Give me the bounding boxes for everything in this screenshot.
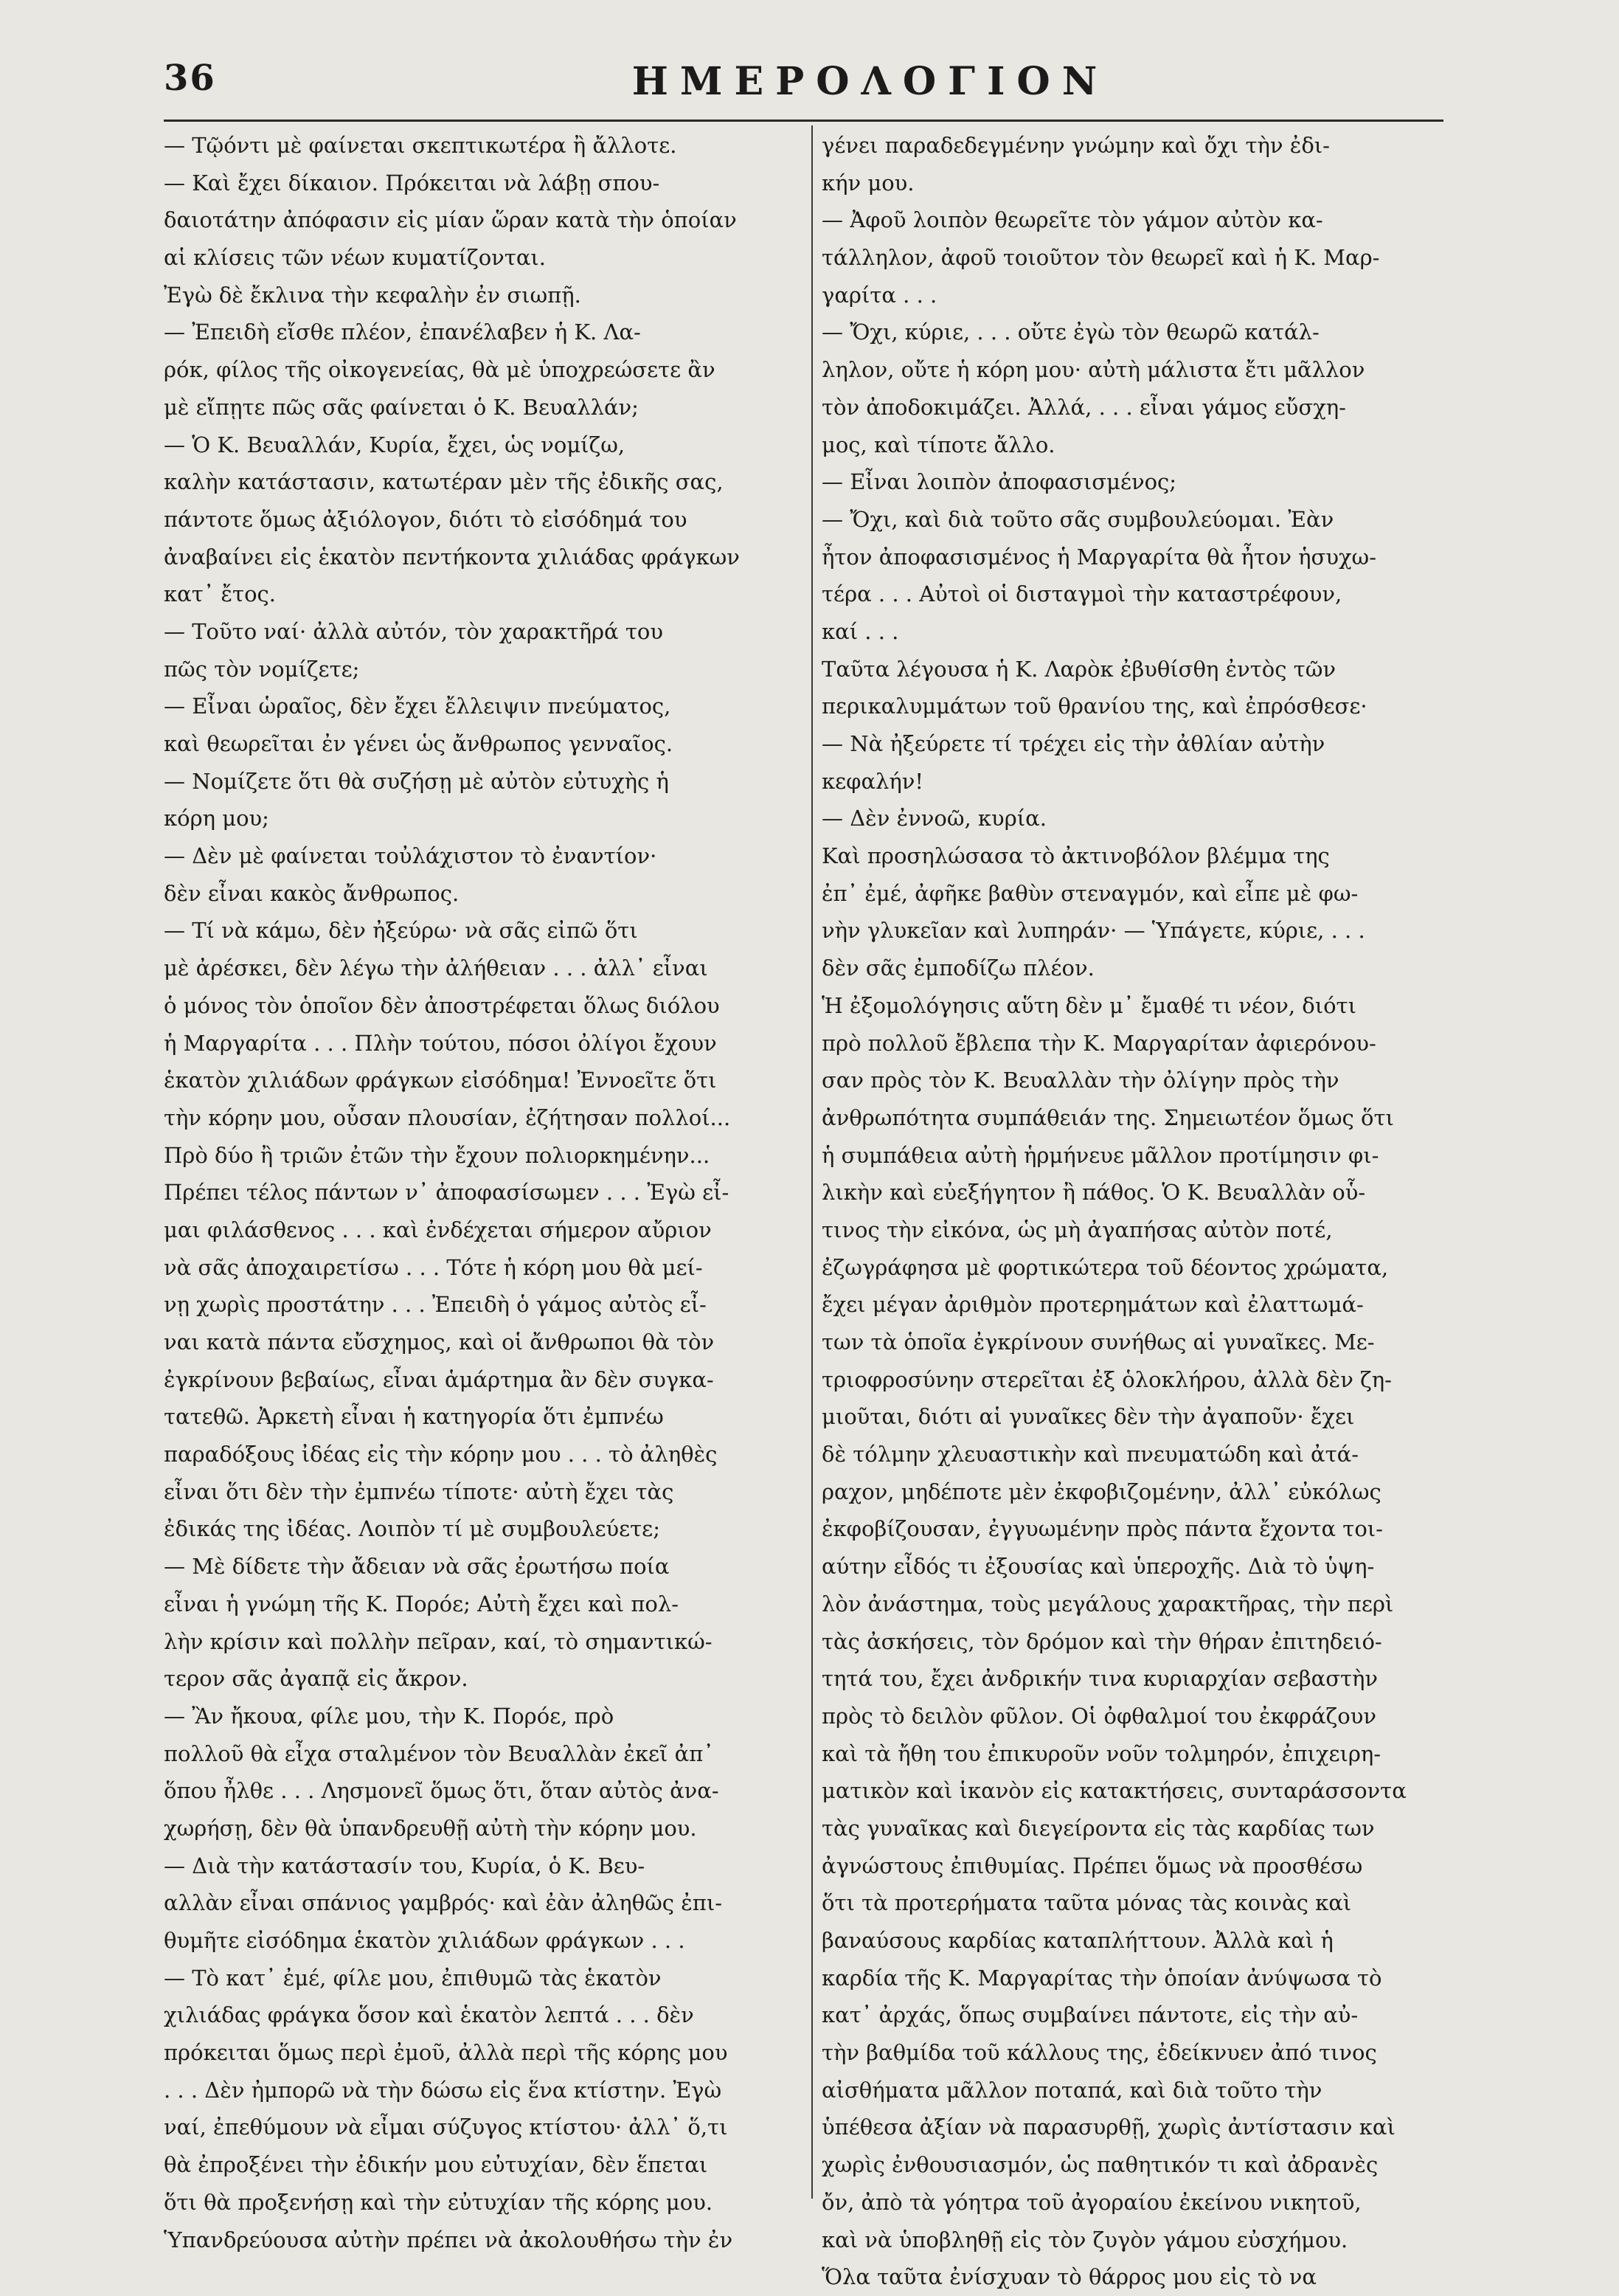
right-column-line: μος, καὶ τίποτε ἄλλο. bbox=[822, 432, 1055, 457]
right-column-line: νὴν γλυκεῖαν καὶ λυπηράν· — Ὑπάγετε, κύριε, . . . bbox=[822, 918, 1365, 944]
left-column-line: δαιοτάτην ἀπόφασιν εἰς μίαν ὥραν κατὰ τὴν ὁποίαν bbox=[164, 207, 737, 233]
right-column-line: ἀγνώστους ἐπιθυμίας. Πρέπει ὅμως νὰ προσθέσω bbox=[822, 1853, 1363, 1878]
right-column-line: κατ᾽ ἀρχάς, ὅπως συμβαίνει πάντοτε, εἰς τὴν αὐ- bbox=[822, 2002, 1359, 2028]
left-column-line: πῶς τὸν νομίζετε; bbox=[164, 656, 360, 682]
left-column-line: κόρη μου; bbox=[164, 806, 269, 831]
right-column-line: τὰς ἀσκήσεις, τὸν δρόμον καὶ τὴν θήραν ἐπιτηδειό- bbox=[822, 1628, 1382, 1654]
left-column-line: ἡ Μαργαρίτα . . . Πλὴν τούτου, πόσοι ὀλίγοι ἔχουν bbox=[164, 1030, 717, 1056]
right-column-line: κεφαλήν! bbox=[822, 768, 924, 794]
right-column-line: σαν πρὸς τὸν Κ. Βευαλλὰν τὴν ὀλίγην πρὸς τὴν bbox=[822, 1068, 1339, 1093]
left-column-line: ὅτι θὰ προξενήσῃ καὶ τὴν εὐτυχίαν τῆς κόρης μου. bbox=[164, 2189, 713, 2215]
right-column-line: ὅτι τὰ προτερήματα ταῦτα μόνας τὰς κοινὰς καὶ bbox=[822, 1890, 1352, 1916]
right-column-line: — Δὲν ἐννοῶ, κυρία. bbox=[822, 806, 1047, 831]
right-column-line: τὴν βαθμίδα τοῦ κάλλους της, ἐδείκνυεν ἀπό τινος bbox=[822, 2040, 1377, 2066]
right-column-line: Καὶ προσηλώσασα τὸ ἀκτινοβόλον βλέμμα της bbox=[822, 843, 1330, 869]
left-column-line: θυμῆτε εἰσόδημα ἑκατὸν χιλιάδων φράγκων . . . bbox=[164, 1928, 685, 1953]
right-column-line: δὲ τόλμην χλευαστικὴν καὶ πνευματώδη καὶ ἀτά- bbox=[822, 1442, 1359, 1467]
left-column-line: νὰ σᾶς ἀποχαιρετίσω . . . Τότε ἡ κόρη μου θὰ μεί- bbox=[164, 1254, 703, 1280]
left-column-line: πολλοῦ θὰ εἶχα σταλμένον τὸν Βευαλλὰν ἐκεῖ ἀπ᾽ bbox=[164, 1740, 714, 1766]
left-column-line: εἶναι ὅτι δὲν τὴν ἐμπνέω τίποτε· αὐτὴ ἔχει τὰς bbox=[164, 1479, 674, 1504]
right-column-line: ἐπ᾽ ἐμέ, ἀφῆκε βαθὺν στεναγμόν, καὶ εἶπε μὲ φω- bbox=[822, 880, 1359, 906]
right-column-line: Ἡ ἐξομολόγησις αὕτη δὲν μ᾽ ἔμαθέ τι νέον, διότι bbox=[822, 992, 1356, 1018]
left-column-line: — Μὲ δίδετε τὴν ἄδειαν νὰ σᾶς ἐρωτήσω ποία bbox=[164, 1554, 670, 1580]
right-column-line: τινος τὴν εἰκόνα, ὡς μὴ ἀγαπήσας αὐτὸν ποτέ, bbox=[822, 1217, 1333, 1242]
left-column-line: — Νομίζετε ὅτι θὰ συζήσῃ μὲ αὐτὸν εὐτυχὴς ἡ bbox=[164, 768, 669, 794]
right-column-line: ἡ συμπάθεια αὐτὴ ἡρμήνευε μᾶλλον προτίμησιν φι- bbox=[822, 1142, 1379, 1168]
left-column-line: ἑκατὸν χιλιάδων φράγκων εἰσόδημα! Ἐννοεῖτε ὅτι bbox=[164, 1068, 717, 1093]
right-column-line: των τὰ ὁποῖα ἐγκρίνουν συνήθως αἱ γυναῖκες. Με- bbox=[822, 1329, 1375, 1355]
page-number: 36 bbox=[164, 58, 216, 99]
right-column-line: αἰσθήματα μᾶλλον ποταπά, καὶ διὰ τοῦτο τὴν bbox=[822, 2077, 1322, 2103]
left-column-line: πάντοτε ὅμως ἀξιόλογον, διότι τὸ εἰσόδημά του bbox=[164, 506, 687, 532]
right-column-line: ὄν, ἀπὸ τὰ γόητρα τοῦ ἀγοραίου ἐκείνου νικητοῦ, bbox=[822, 2189, 1362, 2215]
right-column-line: δὲν σᾶς ἐμποδίζω πλέον. bbox=[822, 955, 1095, 981]
right-column-line: μιοῦται, διότι αἱ γυναῖκες δὲν τὴν ἀγαποῦν· ἔχει bbox=[822, 1404, 1355, 1430]
left-column-line: Ὑπανδρεύουσα αὐτὴν πρέπει νὰ ἀκολουθήσω τὴν ἐν bbox=[164, 2227, 733, 2252]
right-column-line: καὶ τὰ ἤθη του ἐπικυροῦν νοῦν τολμηρόν, ἐπιχειρη- bbox=[822, 1740, 1381, 1766]
left-column-line: — Δὲν μὲ φαίνεται τοὐλάχιστον τὸ ἐναντίον· bbox=[164, 843, 657, 869]
right-column-line: ἦτον ἀποφασισμένος ἡ Μαργαρίτα θὰ ἦτον ἡσυχω- bbox=[822, 544, 1377, 570]
right-column-line: — Εἶναι λοιπὸν ἀποφασισμένος; bbox=[822, 469, 1177, 495]
left-column-line: Πρὸ δύο ἢ τριῶν ἐτῶν τὴν ἔχουν πολιορκημένην... bbox=[164, 1142, 710, 1168]
left-column-line: χωρήσῃ, δὲν θὰ ὑπανδρευθῇ αὐτὴ τὴν κόρην μου. bbox=[164, 1815, 697, 1841]
right-column-line: λὸν ἀνάστημα, τοὺς μεγάλους χαρακτῆρας, τὴν περὶ bbox=[822, 1591, 1394, 1616]
left-column-line: κατ᾽ ἔτος. bbox=[164, 581, 276, 607]
right-column-line: καὶ νὰ ὑποβληθῇ εἰς τὸν ζυγὸν γάμου εὐσχήμου. bbox=[822, 2227, 1348, 2252]
left-column-line: ὁ μόνος τὸν ὁποῖον δὲν ἀποστρέφεται ὅλως διόλου bbox=[164, 992, 720, 1018]
left-column-line: ἐδικάς της ἰδέας. Λοιπὸν τί μὲ συμβουλεύετε; bbox=[164, 1516, 660, 1542]
left-column-line: — Ἂν ἤκουα, φίλε μου, τὴν Κ. Πορόε, πρὸ bbox=[164, 1703, 614, 1729]
left-column-line: τατεθῶ. Ἀρκετὴ εἶναι ἡ κατηγορία ὅτι ἐμπνέω bbox=[164, 1404, 664, 1430]
right-column-line: ματικὸν καὶ ἱκανὸν εἰς κατακτήσεις, συνταράσσοντα bbox=[822, 1778, 1407, 1804]
right-column-line: περικαλυμμάτων τοῦ θρανίου της, καὶ ἐπρόσθεσε· bbox=[822, 694, 1367, 719]
column-divider bbox=[811, 125, 813, 2199]
right-column-line: — Ὄχι, κύριε, . . . οὔτε ἐγὼ τὸν θεωρῶ κατάλ- bbox=[822, 319, 1320, 345]
left-column-line: νῃ χωρὶς προστάτην . . . Ἐπειδὴ ὁ γάμος αὐτὸς εἶ- bbox=[164, 1292, 707, 1318]
right-column-line: ληλον, οὔτε ἡ κόρη μου· αὐτὴ μάλιστα ἔτι μᾶλλον bbox=[822, 357, 1365, 383]
right-column-line: καρδία τῆς Κ. Μαργαρίτας τὴν ὁποίαν ἀνύψωσα τὸ bbox=[822, 1965, 1382, 1991]
right-column-line: τέρα . . . Αὐτοὶ οἱ δισταγμοὶ τὴν καταστρέφουν, bbox=[822, 581, 1342, 607]
left-column-line: — Τῷόντι μὲ φαίνεται σκεπτικωτέρα ἢ ἄλλοτε. bbox=[164, 133, 677, 158]
left-column-line: χιλιάδας φράγκα ὅσον καὶ ἑκατὸν λεπτά . . . δὲν bbox=[164, 2002, 694, 2028]
left-column-line: αλλὰν εἶναι σπάνιος γαμβρός· καὶ ἐὰν ἀληθῶς ἐπι- bbox=[164, 1890, 723, 1916]
left-column-line: ρόκ, φίλος τῆς οἰκογενείας, θὰ μὲ ὑποχρεώσετε ἂν bbox=[164, 357, 715, 383]
left-column-line: Πρέπει τέλος πάντων ν᾽ ἀποφασίσωμεν . . . Ἐγὼ εἶ- bbox=[164, 1180, 729, 1206]
right-column-line: πρὸς τὸ δειλὸν φῦλον. Οἱ ὀφθαλμοί του ἐκφράζουν bbox=[822, 1703, 1376, 1729]
right-column-line: αύτην εἶδός τι ἐξουσίας καὶ ὑπεροχῆς. Διὰ τὸ ὑψη- bbox=[822, 1554, 1375, 1580]
right-column-line: τὰς γυναῖκας καὶ διεγείροντα εἰς τὰς καρδίας των bbox=[822, 1815, 1375, 1841]
right-column-line: καί . . . bbox=[822, 618, 899, 644]
right-column bbox=[822, 127, 1463, 2296]
right-column-line: κήν μου. bbox=[822, 170, 915, 196]
left-column-line: ἀναβαίνει εἰς ἑκατὸν πεντήκοντα χιλιάδας φράγκων bbox=[164, 544, 740, 570]
left-column-line: — Ἐπειδὴ εἴσθε πλέον, ἐπανέλαβεν ἡ Κ. Λα- bbox=[164, 319, 641, 345]
left-column-line: μὲ εἴπῃτε πῶς σᾶς φαίνεται ὁ Κ. Βευαλλάν; bbox=[164, 394, 639, 420]
left-column-line: πρόκειται ὅμως περὶ ἐμοῦ, ἀλλὰ περὶ τῆς κόρης μου bbox=[164, 2040, 728, 2066]
right-column-line: ἐζωγράφησα μὲ φορτικώτερα τοῦ δέοντος χρώματα, bbox=[822, 1254, 1389, 1280]
left-column-line: — Τοῦτο ναί· ἀλλὰ αὐτόν, τὸν χαρακτῆρά του bbox=[164, 618, 663, 644]
right-column-line: ἔχει μέγαν ἀριθμὸν προτερημάτων καὶ ἐλαττωμά- bbox=[822, 1292, 1364, 1318]
right-column-line: βαναύσους καρδίας καταπλήττουν. Ἀλλὰ καὶ ἡ bbox=[822, 1928, 1334, 1953]
left-column-line: μὲ ἀρέσκει, δὲν λέγω τὴν ἀλήθειαν . . . ἀλλ᾽ εἶναι bbox=[164, 955, 708, 981]
left-column-line: — Ὁ Κ. Βευαλλάν, Κυρία, ἔχει, ὡς νομίζω, bbox=[164, 432, 625, 457]
running-head: ΗΜΕΡΟΛΟΓΙΟΝ bbox=[631, 59, 1109, 104]
right-column-line: τάλληλον, ἀφοῦ τοιοῦτον τὸν θεωρεῖ καὶ ἡ Κ. Μαρ- bbox=[822, 245, 1380, 271]
left-column bbox=[164, 127, 805, 2258]
right-column-line: ὑπέθεσα ἀξίαν νὰ παρασυρθῇ, χωρὶς ἀντίστασιν καὶ bbox=[822, 2115, 1396, 2140]
left-column-line: δὲν εἶναι κακὸς ἄνθρωπος. bbox=[164, 880, 460, 906]
left-column-line: Ἐγὼ δὲ ἔκλινα τὴν κεφαλὴν ἐν σιωπῇ. bbox=[164, 282, 581, 308]
left-column-line: ἐγκρίνουν βεβαίως, εἶναι ἁμάρτημα ἂν δὲν συγκα- bbox=[164, 1366, 714, 1392]
right-column-line: — Νὰ ἠξεύρετε τί τρέχει εἰς τὴν ἀθλίαν αὐτὴν bbox=[822, 731, 1325, 756]
header-rule bbox=[164, 120, 1443, 122]
left-column-line: λὴν κρίσιν καὶ πολλὴν πεῖραν, καί, τὸ σημαντικώ- bbox=[164, 1628, 713, 1654]
left-column-line: . . . Δὲν ἠμπορῶ νὰ τὴν δώσω εἰς ἕνα κτίστην. Ἐγὼ bbox=[164, 2077, 722, 2103]
left-column-line: — Τὸ κατ᾽ ἐμέ, φίλε μου, ἐπιθυμῶ τὰς ἑκατὸν bbox=[164, 1965, 662, 1991]
right-column-line: τητά του, ἔχει ἀνδρικήν τινα κυριαρχίαν σεβαστὴν bbox=[822, 1666, 1379, 1692]
left-column-line: καὶ θεωρεῖται ἐν γένει ὡς ἄνθρωπος γενναῖος. bbox=[164, 731, 673, 756]
left-column-line: — Εἶναι ὡραῖος, δὲν ἔχει ἔλλειψιν πνεύματος, bbox=[164, 694, 671, 719]
right-column-line: χωρὶς ἐνθουσιασμόν, ὡς παθητικόν τι καὶ ἀδρανὲς bbox=[822, 2152, 1379, 2178]
right-column-line: γαρίτα . . . bbox=[822, 282, 937, 308]
left-column-line: καλὴν κατάστασιν, κατωτέραν μὲν τῆς ἐδικῆς σας, bbox=[164, 469, 724, 495]
left-column-line: εἶναι ἡ γνώμη τῆς Κ. Πορόε; Αὐτὴ ἔχει καὶ πολ- bbox=[164, 1591, 679, 1616]
left-column-line: θὰ ἐπροξένει τὴν ἐδικήν μου εὐτυχίαν, δὲν ἕπεται bbox=[164, 2152, 708, 2178]
right-column-line: γένει παραδεδεγμένην γνώμην καὶ ὄχι τὴν ἐδι- bbox=[822, 133, 1330, 158]
right-column-line: ἐκφοβίζουσαν, ἐγγυωμένην πρὸς πάντα ἔχοντα τοι- bbox=[822, 1516, 1383, 1542]
right-column-line: Ταῦτα λέγουσα ἡ Κ. Λαρὸκ ἐβυθίσθη ἐντὸς τῶν bbox=[822, 656, 1337, 682]
left-column-line: ναι κατὰ πάντα εὔσχημος, καὶ οἱ ἄνθρωποι θὰ τὸν bbox=[164, 1329, 715, 1355]
right-column-line: Ὅλα ταῦτα ἐνίσχυαν τὸ θάρρος μου εἰς τὸ να bbox=[822, 2264, 1317, 2290]
right-column-line: τὸν ἀποδοκιμάζει. Ἀλλά, . . . εἶναι γάμος εὔσχη- bbox=[822, 394, 1346, 420]
right-column-line: — Ὄχι, καὶ διὰ τοῦτο σᾶς συμβουλεύομαι. Ἐὰν bbox=[822, 506, 1334, 532]
right-column-line: πρὸ πολλοῦ ἔβλεπα τὴν Κ. Μαργαρίταν ἀφιερόνου- bbox=[822, 1030, 1376, 1056]
left-column-line: — Διὰ τὴν κατάστασίν του, Κυρία, ὁ Κ. Βευ- bbox=[164, 1853, 645, 1878]
left-column-line: — Τί νὰ κάμω, δὲν ἠξεύρω· νὰ σᾶς εἰπῶ ὅτι bbox=[164, 918, 638, 944]
left-column-line: τὴν κόρην μου, οὖσαν πλουσίαν, ἐζήτησαν πολλοί... bbox=[164, 1104, 731, 1130]
left-column-line: τερον σᾶς ἀγαπᾷ εἰς ἄκρον. bbox=[164, 1666, 468, 1692]
right-column-line: ἀνθρωπότητα συμπάθειάν της. Σημειωτέον ὅμως ὅτι bbox=[822, 1104, 1394, 1130]
left-column-line: παραδόξους ἰδέας εἰς τὴν κόρην μου . . . τὸ ἀληθὲς bbox=[164, 1442, 718, 1467]
right-column-line: λικὴν καὶ εὐεξήγητον ἢ πάθος. Ὁ Κ. Βευαλλὰν οὗ- bbox=[822, 1180, 1366, 1206]
right-column-line: τριοφροσύνην στερεῖται ἐξ ὁλοκλήρου, ἀλλὰ δὲν ζη- bbox=[822, 1366, 1392, 1392]
left-column-line: — Καὶ ἔχει δίκαιον. Πρόκειται νὰ λάβῃ σπου- bbox=[164, 170, 660, 196]
left-column-line: ὅπου ἦλθε . . . Λησμονεῖ ὅμως ὅτι, ὅταν αὐτὸς ἀνα- bbox=[164, 1778, 719, 1804]
left-column-line: ναί, ἐπεθύμουν νὰ εἶμαι σύζυγος κτίστου· ἀλλ᾽ ὅ,τι bbox=[164, 2115, 728, 2140]
left-column-line: αἱ κλίσεις τῶν νέων κυματίζονται. bbox=[164, 245, 547, 271]
right-column-line: — Ἀφοῦ λοιπὸν θεωρεῖτε τὸν γάμον αὐτὸν κα- bbox=[822, 207, 1323, 233]
right-column-line: ραχον, μηδέποτε μὲν ἐκφοβιζομένην, ἀλλ᾽ εὐκόλως bbox=[822, 1479, 1381, 1504]
left-column-line: μαι φιλάσθενος . . . καὶ ἐνδέχεται σήμερον αὔριον bbox=[164, 1217, 712, 1242]
